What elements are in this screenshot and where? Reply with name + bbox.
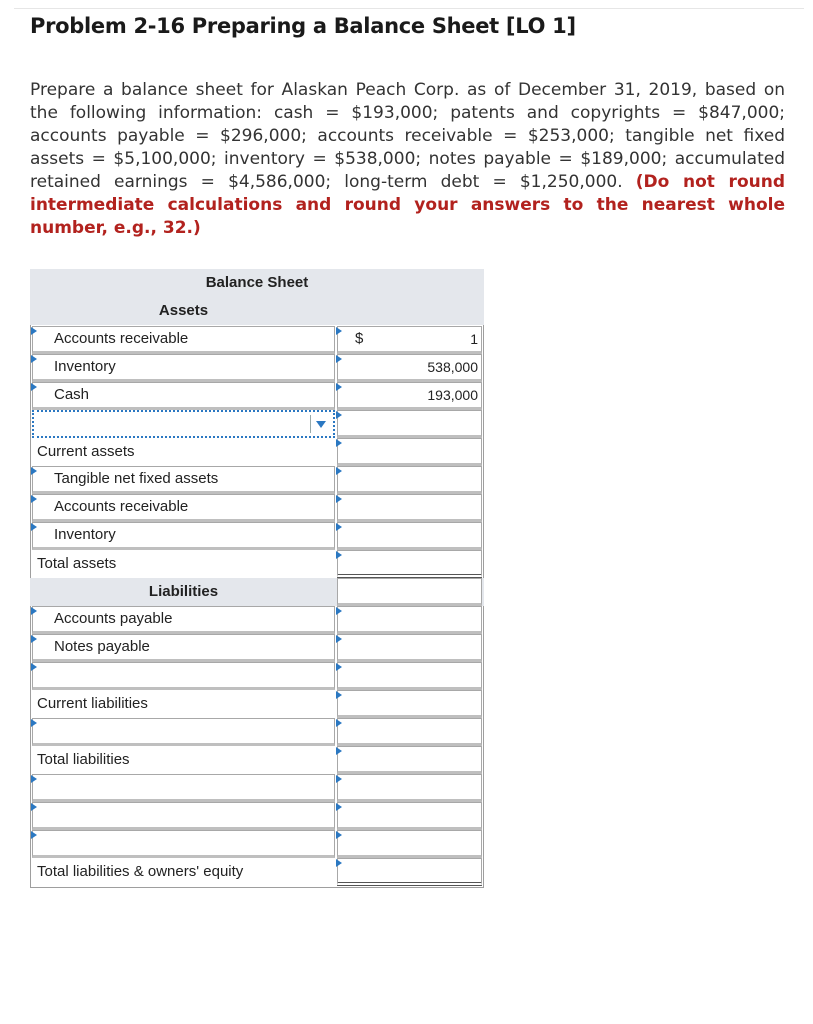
subtotal-label bbox=[32, 438, 335, 466]
table-row bbox=[30, 634, 484, 662]
dropdown-marker-icon bbox=[31, 607, 37, 615]
dropdown-marker-icon bbox=[31, 495, 37, 503]
table-row bbox=[30, 746, 484, 774]
table-row bbox=[30, 662, 484, 690]
input-marker-icon bbox=[336, 803, 342, 811]
total-label bbox=[32, 858, 335, 886]
amount-value: 1 bbox=[470, 331, 478, 347]
table-row bbox=[30, 494, 484, 522]
table-row bbox=[30, 802, 484, 830]
amount-input[interactable] bbox=[337, 326, 482, 354]
amount-value: 193,000 bbox=[427, 387, 478, 403]
amount-input[interactable] bbox=[337, 690, 482, 718]
input-marker-icon bbox=[336, 607, 342, 615]
dollar-sign: $ bbox=[355, 330, 364, 347]
input-marker-icon bbox=[336, 663, 342, 671]
dropdown-marker-icon bbox=[31, 523, 37, 531]
account-select[interactable] bbox=[32, 774, 335, 802]
account-label: Inventory bbox=[54, 358, 116, 375]
blank-cell bbox=[337, 578, 482, 606]
account-select[interactable] bbox=[32, 522, 335, 550]
total-liabilities-label: Total liabilities bbox=[37, 751, 130, 768]
table-row bbox=[30, 438, 484, 466]
input-marker-icon bbox=[336, 523, 342, 531]
assets-heading: Assets bbox=[158, 302, 209, 319]
amount-input[interactable] bbox=[337, 522, 482, 550]
account-select[interactable] bbox=[32, 606, 335, 634]
liabilities-heading: Liabilities bbox=[148, 583, 219, 600]
dropdown-marker-icon bbox=[31, 719, 37, 727]
account-select[interactable] bbox=[32, 326, 335, 354]
dropdown-marker-icon bbox=[31, 803, 37, 811]
page-title: Problem 2-16 Preparing a Balance Sheet [LO 1] bbox=[30, 14, 576, 38]
account-select[interactable] bbox=[32, 802, 335, 830]
input-marker-icon bbox=[336, 747, 342, 755]
input-marker-icon bbox=[336, 831, 342, 839]
amount-input[interactable] bbox=[337, 662, 482, 690]
table-header-row bbox=[30, 269, 484, 297]
problem-text: Prepare a balance sheet for Alaskan Peach Corp. as of December 31, 2019, based on the following information: cash = $193,000; patents and copyrights = $847,000; accounts payable = $296,000; accounts receivable = $253,000; tangible net fixed assets = $5,100,000; inventory = $538,000; notes payable = $189,000; accumulated retained earnings = $4,586,000; long-term debt = $1,250,000. bbox=[30, 80, 785, 192]
amount-input[interactable] bbox=[337, 634, 482, 662]
input-marker-icon bbox=[336, 719, 342, 727]
chevron-down-icon[interactable] bbox=[310, 415, 331, 433]
table-row bbox=[30, 690, 484, 718]
input-marker-icon bbox=[336, 355, 342, 363]
liabilities-header-row bbox=[30, 578, 484, 606]
table-row bbox=[30, 466, 484, 494]
table-row bbox=[30, 718, 484, 746]
account-select[interactable] bbox=[32, 830, 335, 858]
amount-input[interactable] bbox=[337, 774, 482, 802]
account-select[interactable] bbox=[32, 466, 335, 494]
dropdown-marker-icon bbox=[31, 327, 37, 335]
table-row bbox=[30, 550, 484, 578]
amount-input[interactable] bbox=[337, 354, 482, 382]
dropdown-marker-icon bbox=[31, 383, 37, 391]
total-label bbox=[32, 746, 335, 774]
amount-input[interactable] bbox=[337, 438, 482, 466]
input-marker-icon bbox=[336, 411, 342, 419]
rounding-instruction: (Do not round intermediate calculations and round your answers to the nearest whole number, e.g., 32.) bbox=[30, 172, 785, 238]
amount-input[interactable] bbox=[337, 382, 482, 410]
account-label: Tangible net fixed assets bbox=[54, 470, 219, 487]
table-row bbox=[30, 354, 484, 382]
account-label: Cash bbox=[54, 386, 90, 403]
table-row bbox=[30, 410, 484, 438]
problem-statement bbox=[30, 79, 785, 240]
table-row bbox=[30, 606, 484, 634]
account-select[interactable] bbox=[32, 382, 335, 410]
account-select[interactable] bbox=[32, 494, 335, 522]
amount-input[interactable] bbox=[337, 410, 482, 438]
account-select[interactable] bbox=[32, 718, 335, 746]
table-row bbox=[30, 522, 484, 550]
table-row bbox=[30, 382, 484, 410]
assets-header-row bbox=[30, 297, 484, 325]
input-marker-icon bbox=[336, 691, 342, 699]
input-marker-icon bbox=[336, 383, 342, 391]
amount-input[interactable] bbox=[337, 802, 482, 830]
dropdown-marker-icon bbox=[31, 467, 37, 475]
current-liabilities-label: Current liabilities bbox=[37, 695, 148, 712]
amount-input[interactable] bbox=[337, 830, 482, 858]
input-marker-icon bbox=[336, 775, 342, 783]
input-marker-icon bbox=[336, 495, 342, 503]
input-marker-icon bbox=[336, 327, 342, 335]
input-marker-icon bbox=[336, 859, 342, 867]
dropdown-marker-icon bbox=[31, 775, 37, 783]
dropdown-marker-icon bbox=[31, 635, 37, 643]
current-assets-label: Current assets bbox=[37, 443, 135, 460]
account-label: Accounts payable bbox=[54, 610, 173, 627]
account-label: Accounts receivable bbox=[54, 498, 189, 515]
balance-sheet-heading: Balance Sheet bbox=[205, 274, 309, 291]
input-marker-icon bbox=[336, 551, 342, 559]
table-row bbox=[30, 774, 484, 802]
account-label: Notes payable bbox=[54, 638, 150, 655]
amount-input[interactable] bbox=[337, 718, 482, 746]
table-row bbox=[30, 830, 484, 858]
amount-value: 538,000 bbox=[427, 359, 478, 375]
dropdown-marker-icon bbox=[31, 663, 37, 671]
total-label bbox=[32, 550, 335, 578]
account-label: Accounts receivable bbox=[54, 330, 189, 347]
table-row bbox=[30, 858, 484, 886]
amount-input[interactable] bbox=[337, 606, 482, 634]
total-assets-input[interactable] bbox=[337, 550, 482, 578]
top-divider bbox=[14, 8, 804, 9]
table-row bbox=[30, 326, 484, 354]
account-label: Inventory bbox=[54, 526, 116, 543]
account-select[interactable] bbox=[32, 634, 335, 662]
total-liabilities-equity-input[interactable] bbox=[337, 858, 482, 886]
input-marker-icon bbox=[336, 635, 342, 643]
dropdown-marker-icon bbox=[31, 355, 37, 363]
total-liabilities-input[interactable] bbox=[337, 746, 482, 774]
subtotal-label bbox=[32, 690, 335, 718]
dropdown-marker-icon bbox=[31, 831, 37, 839]
total-liabilities-equity-label: Total liabilities & owners' equity bbox=[37, 863, 244, 880]
amount-input[interactable] bbox=[337, 494, 482, 522]
input-marker-icon bbox=[336, 467, 342, 475]
account-select[interactable] bbox=[32, 354, 335, 382]
balance-sheet-table bbox=[30, 269, 484, 888]
total-assets-label: Total assets bbox=[37, 555, 117, 572]
input-marker-icon bbox=[336, 439, 342, 447]
account-select-active[interactable] bbox=[32, 410, 335, 438]
amount-input[interactable] bbox=[337, 466, 482, 494]
account-select[interactable] bbox=[32, 662, 335, 690]
